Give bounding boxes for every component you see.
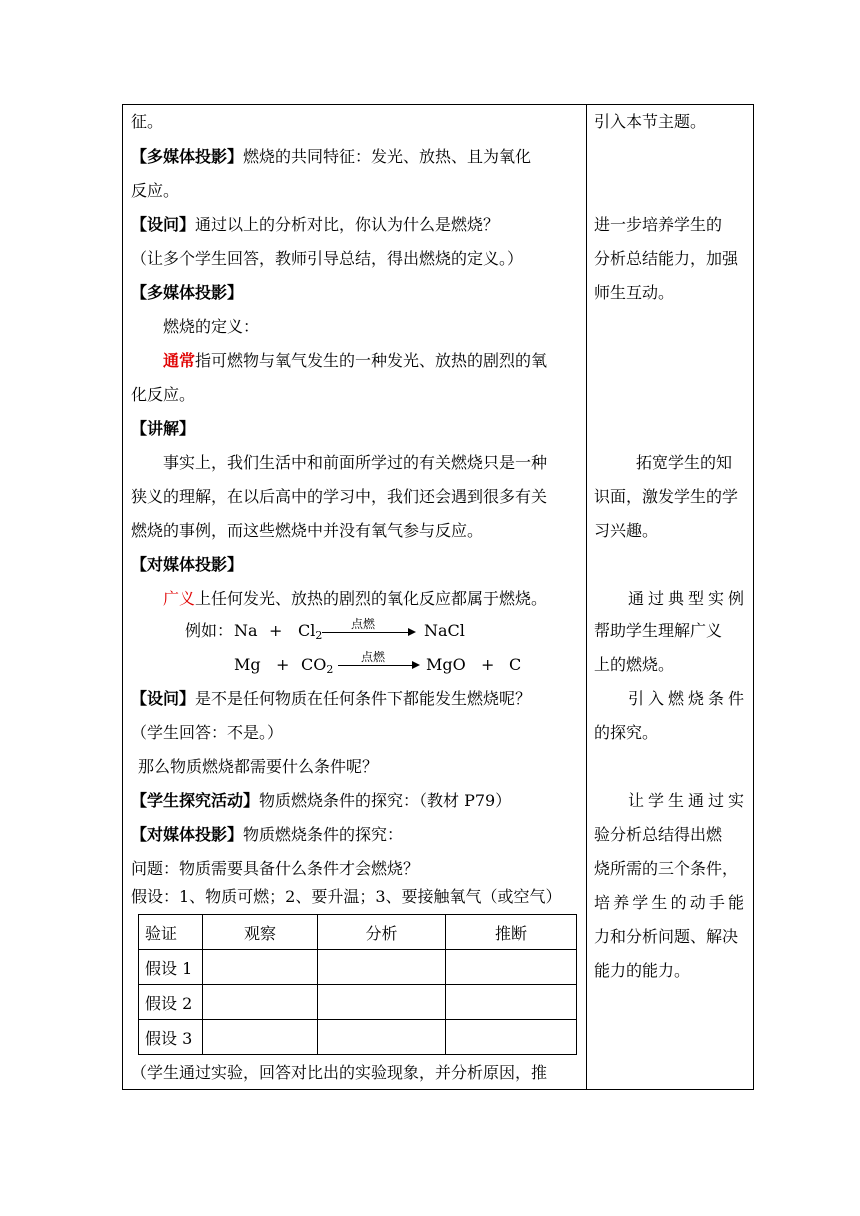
table-cell: [318, 1020, 446, 1055]
table-cell: [203, 985, 318, 1020]
section-heading: 【设问】: [131, 689, 196, 708]
section-heading: 【对媒体投影】: [131, 825, 244, 844]
text-line: [131, 689, 531, 709]
note-line: 帮助学生理解广义: [594, 621, 723, 640]
line-text: 燃烧的共同特征：发光、放热、且为氧化: [243, 147, 532, 166]
table-row: [139, 1020, 577, 1055]
note-line: 习兴趣。: [594, 521, 659, 540]
note-line: 分析总结能力，加强: [594, 249, 739, 268]
text-line: 反应。: [131, 181, 180, 200]
note-line: 让学生通过实: [628, 791, 744, 810]
line-text: 指可燃物与氧气发生的一种发光、放热的剧烈的氧: [195, 351, 548, 370]
table-cell: [446, 985, 577, 1020]
section-heading: 【多媒体投影】: [131, 147, 244, 166]
table-cell: 假设 3: [139, 1020, 203, 1055]
table-row: [139, 950, 577, 985]
note-line: 能力的能力。: [594, 961, 691, 980]
text-line: 燃烧的定义：: [163, 317, 260, 336]
note-line: 师生互动。: [594, 283, 675, 302]
reactant: $Cl_2$: [298, 621, 323, 642]
line-text: 是不是任何物质在任何条件下都能发生燃烧呢？: [195, 689, 532, 708]
table-cell: [203, 1020, 318, 1055]
table-cell: [446, 1020, 577, 1055]
note-line: 通过典型实例: [628, 589, 744, 608]
reactant: Na: [234, 621, 258, 640]
text-line: [131, 215, 499, 235]
table-cell: [318, 985, 446, 1020]
section-heading: 【学生探究活动】: [131, 791, 260, 810]
line-text: 通过以上的分析对比，你认为什么是燃烧？: [195, 215, 500, 234]
product: C: [509, 655, 522, 674]
table-header: 验证: [139, 915, 203, 950]
note-line: 验分析总结得出燃: [594, 825, 723, 844]
table-cell: [446, 950, 577, 985]
text-line: 征。: [131, 112, 164, 131]
reaction-condition: 点燃: [361, 650, 386, 664]
text-line: 化反应。: [131, 385, 196, 404]
note-line: 进一步培养学生的: [594, 215, 723, 234]
text-line: （学生通过实验，回答对比出的实验现象，并分析原因，推: [131, 1063, 548, 1082]
line-text: 物质燃烧条件的探究：: [243, 825, 404, 844]
table-cell: 假设 2: [139, 985, 203, 1020]
table-row: [139, 985, 577, 1020]
table-header: 观察: [203, 915, 318, 950]
note-line: 拓宽学生的知: [636, 453, 733, 472]
plus-sign: +: [481, 655, 495, 674]
text-line: [131, 825, 403, 845]
note-line: 培养学生的动手能: [594, 893, 744, 912]
reactant: Mg: [234, 655, 261, 674]
note-line: 引入燃烧条件: [628, 689, 744, 708]
reaction-condition: 点燃: [351, 617, 376, 631]
reaction-arrow: [322, 632, 414, 633]
table-header: 推断: [446, 915, 577, 950]
text-line: 那么物质燃烧都需要什么条件呢？: [138, 757, 379, 776]
text-line: 燃烧的事例，而这些燃烧中并没有氧气参与反应。: [131, 521, 484, 540]
plus-sign: +: [269, 621, 283, 640]
text-line: 事实上，我们生活中和前面所学过的有关燃烧只是一种: [163, 453, 548, 472]
table-cell: [203, 950, 318, 985]
text-line: [163, 589, 547, 609]
text-line: （让多个学生回答，教师引导总结，得出燃烧的定义。）: [131, 249, 524, 268]
text-line: 问题：物质需要具备什么条件才会燃烧？: [131, 859, 420, 878]
section-heading: 【讲解】: [131, 419, 196, 438]
highlight-term: 通常: [163, 351, 196, 370]
plus-sign: +: [276, 655, 290, 674]
note-line: 烧所需的三个条件，: [594, 859, 739, 878]
reaction-arrow: [338, 665, 418, 666]
section-heading: 【多媒体投影】: [131, 283, 244, 302]
text-line: [131, 147, 531, 167]
column-divider: [586, 104, 587, 1090]
text-line: （学生回答：不是。）: [131, 723, 284, 742]
text-line: [163, 351, 547, 371]
note-line: 的探究。: [594, 723, 659, 742]
text-line: 狭义的理解，在以后高中的学习中，我们还会遇到很多有关: [131, 487, 548, 506]
table-header-row: [139, 915, 577, 950]
table-header: 分析: [318, 915, 446, 950]
verification-table: [138, 914, 577, 1055]
table-cell: [318, 950, 446, 985]
note-line: 上的燃烧。: [594, 655, 675, 674]
highlight-term: 广义: [163, 589, 196, 608]
text-line: 假设：1、物质可燃；2、要升温；3、要接触氧气（或空气）: [131, 887, 562, 906]
table-cell: 假设 1: [139, 950, 203, 985]
reactant: $CO_2$: [301, 655, 334, 676]
note-line: 力和分析问题、解决: [594, 927, 739, 946]
note-line: 引入本节主题。: [594, 112, 707, 131]
note-line: 识面，激发学生的学: [594, 487, 739, 506]
section-heading: 【对媒体投影】: [131, 555, 244, 574]
product: NaCl: [424, 621, 465, 640]
product: MgO: [426, 655, 466, 674]
equation-prefix: 例如：: [185, 621, 234, 640]
text-line: [131, 791, 511, 811]
line-text: 上任何发光、放热的剧烈的氧化反应都属于燃烧。: [195, 589, 548, 608]
line-text: 物质燃烧条件的探究：（教材 P79）: [259, 791, 512, 810]
section-heading: 【设问】: [131, 215, 196, 234]
